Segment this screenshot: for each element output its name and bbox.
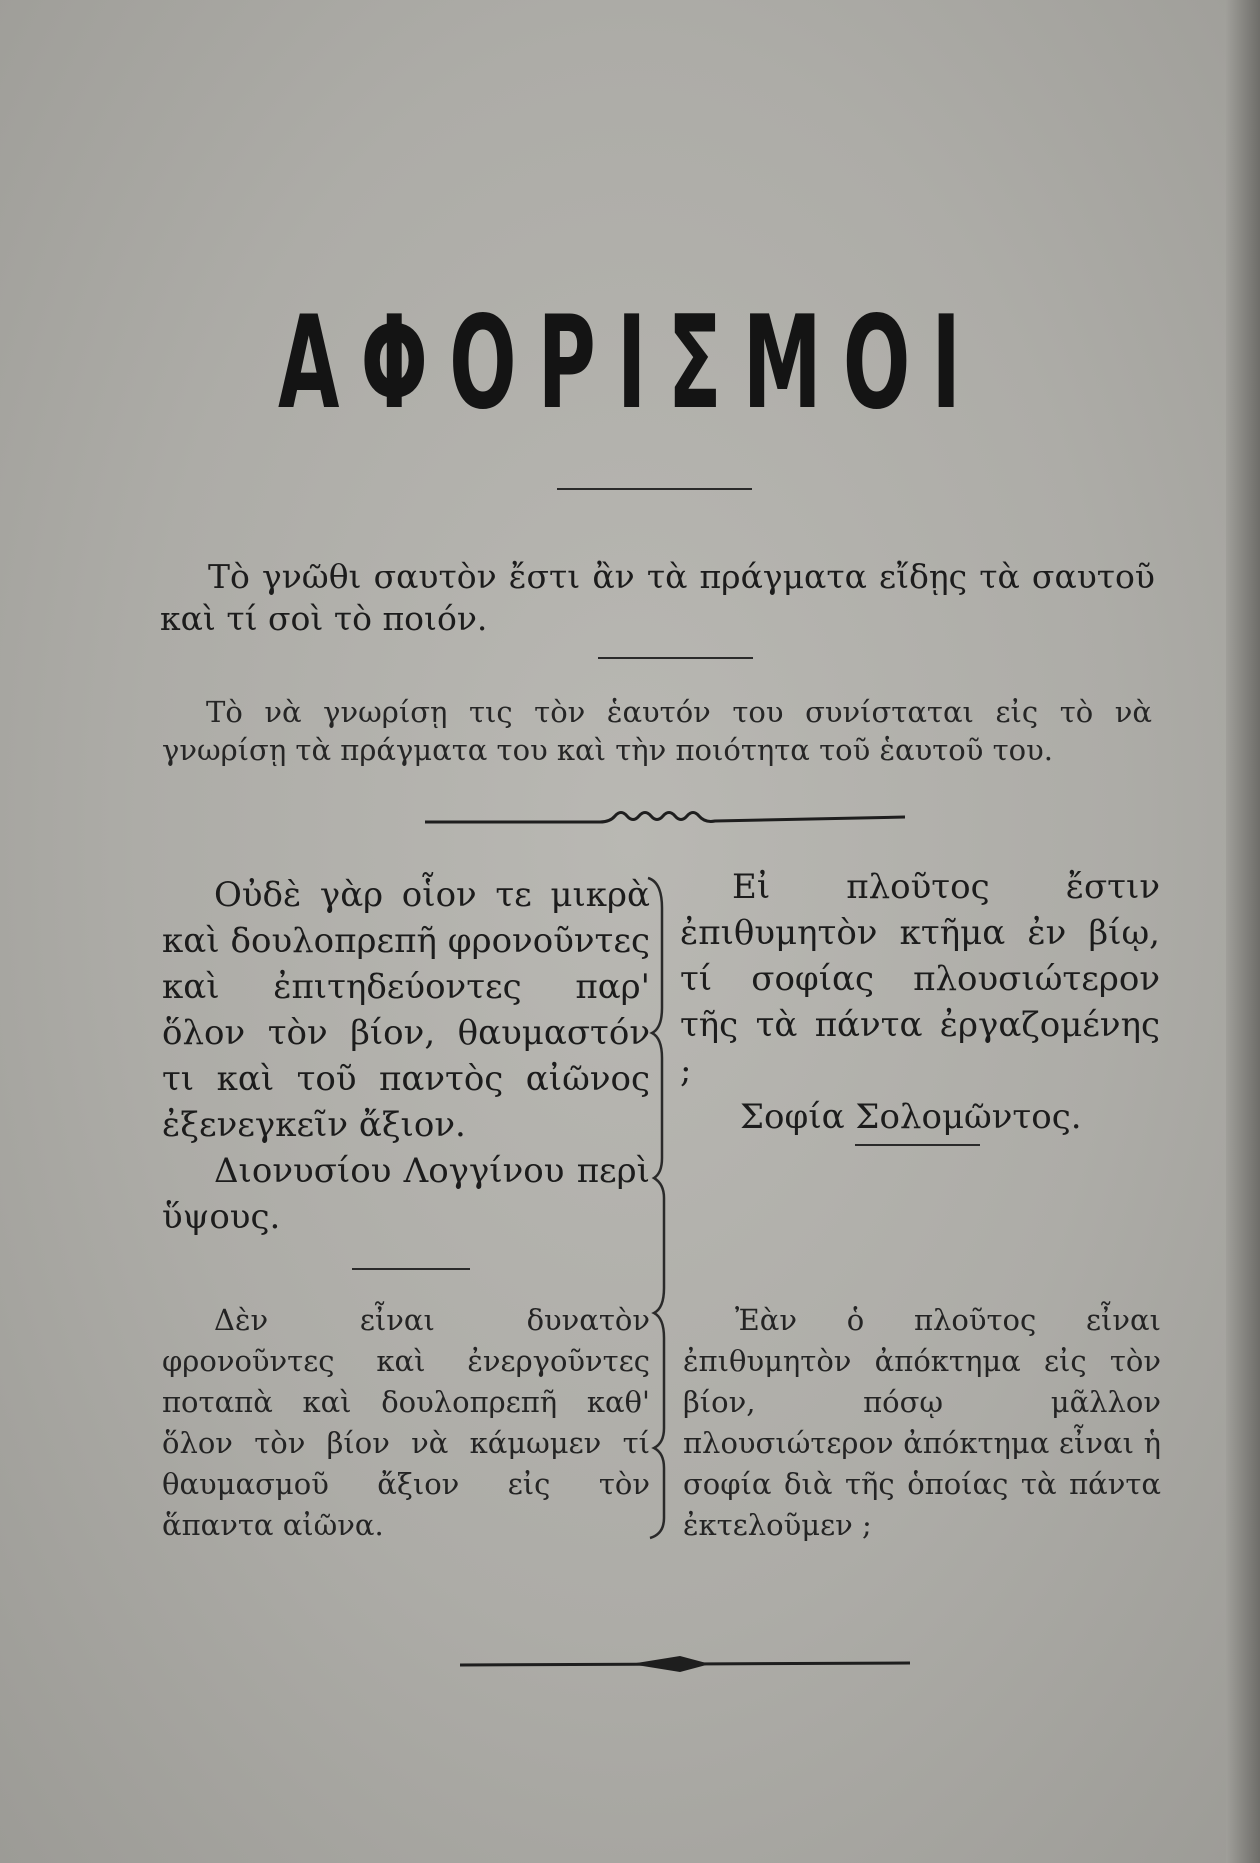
page-title: ΑΦΟΡΙΣΜΟΙ: [278, 289, 982, 438]
left-quote: Οὐδὲ γὰρ οἷον τε μικρὰ καὶ δουλοπρεπῆ φρονοῦντες καὶ ἐπιτηδεύοντες παρ' ὅλον τὸν βίον, θαυμαστόν τι καὶ τοῦ παντὸς αἰῶνος ἐξενεγκεῖν ἄξιον.: [162, 875, 650, 1145]
wave-ornament-divider: [425, 800, 905, 840]
rule-right-mid: [855, 1144, 980, 1146]
left-attribution: Διονυσίου Λογγίνου περὶ ὕψους.: [162, 1151, 650, 1237]
right-translation-block: [683, 1300, 1161, 1546]
column-brace-divider: [640, 868, 680, 1548]
left-translation: Δὲν εἶναι δυνατὸν φρονοῦντες καὶ ἐνεργοῦντες ποταπὰ καὶ δουλοπρεπῆ καθ' ὅλον τὸν βίον νὰ κάμωμεν τί θαυμασμοῦ ἄξιον εἰς τὸν ἅπαντα αἰῶνα.: [162, 1303, 650, 1542]
intro-greek: Τὸ γνῶθι σαυτὸν ἔστι ἂν τὰ πράγματα εἴδῃς τὰ σαυτοῦ καὶ τί σοὶ τὸ ποιόν.: [160, 557, 1155, 638]
left-translation-block: [162, 1300, 650, 1546]
rule-intro: [598, 657, 753, 659]
diamond-ornament-divider: [460, 1650, 910, 1680]
right-translation: Ἐὰν ὁ πλοῦτος εἶναι ἐπιθυμητὸν ἀπόκτημα εἰς τὸν βίον, πόσῳ μᾶλλον πλουσιώτερον ἀπόκτημα εἶναι ἡ σοφία διὰ τῆς ὁποίας τὰ πάντα ἐκτελοῦμεν ;: [683, 1303, 1161, 1542]
rule-under-title: [557, 488, 752, 490]
book-spine-shadow: [1226, 0, 1260, 1863]
rule-left-mid: [352, 1268, 470, 1270]
left-column: [162, 872, 650, 1240]
right-column: [680, 864, 1160, 1140]
right-quote: Εἰ πλοῦτος ἔστιν ἐπιθυμητὸν κτῆμα ἐν βίῳ, τί σοφίας πλουσιώτερον τῆς τὰ πάντα ἐργαζομένης ;: [680, 867, 1160, 1091]
intro-modern: Τὸ νὰ γνωρίσῃ τις τὸν ἑαυτόν του συνίσταται εἰς τὸ νὰ γνωρίσῃ τὰ πράγματα του καὶ τὴν ποιότητα τοῦ ἑαυτοῦ του.: [162, 695, 1152, 767]
right-attribution: Σοφία Σολομῶντος.: [740, 1097, 1082, 1137]
